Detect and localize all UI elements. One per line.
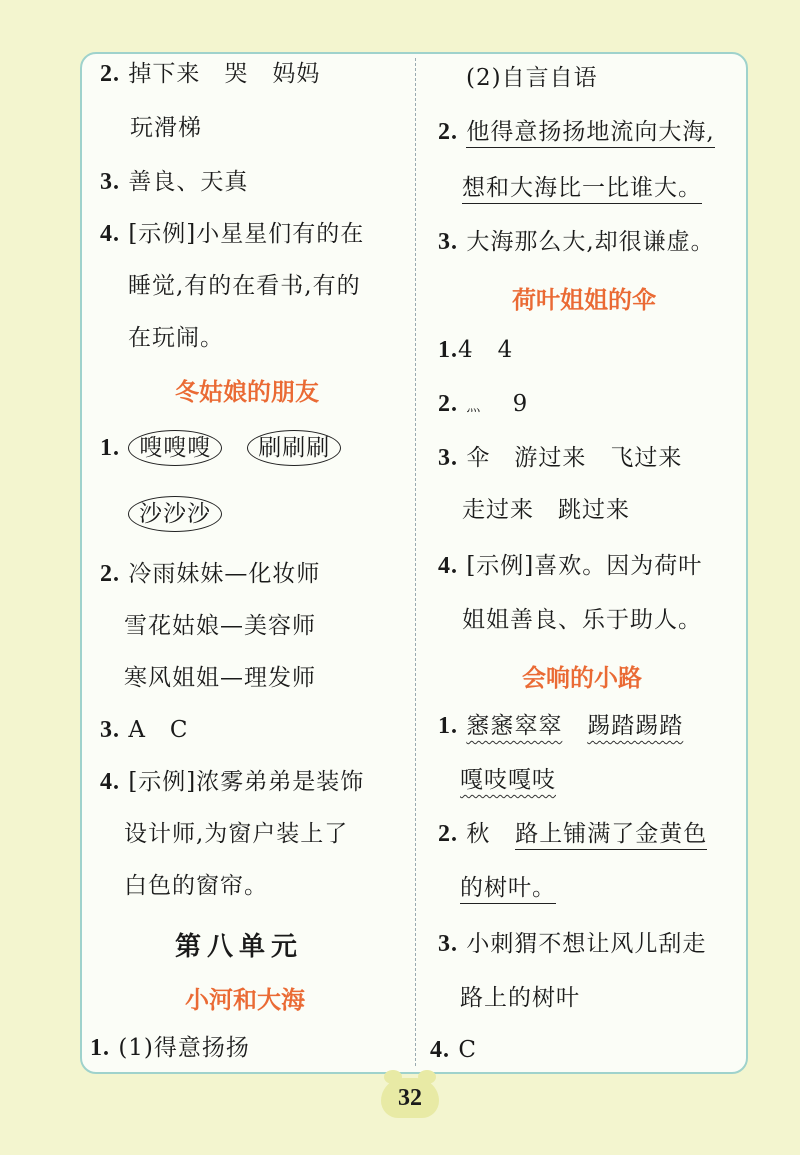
answer-line: 寒风姐姐—理发师 <box>124 665 316 691</box>
answer-line: 4. [示例]浓雾弟弟是装饰 <box>100 769 365 795</box>
answer-line: 2. 他得意扬扬地流向大海, <box>438 116 715 148</box>
answer-line: 1.4 4 <box>438 337 514 363</box>
unit-title: 第八单元 <box>175 932 304 962</box>
answer-line: 雪花姑娘—美容师 <box>124 613 316 639</box>
answer-line: 想和大海比一比谁大。 <box>462 172 702 204</box>
answer-line: 4. [示例]喜欢。因为荷叶 <box>438 553 703 579</box>
section-title: 小河和大海 <box>185 986 305 1014</box>
answer-line: 设计师,为窗户装上了 <box>124 821 349 847</box>
section-title: 会响的小路 <box>522 664 642 692</box>
answer-line: 走过来 跳过来 <box>462 497 630 523</box>
answer-line: 1. 嗖嗖嗖 刷刷刷 <box>100 430 341 466</box>
answer-line: 的树叶。 <box>460 872 556 904</box>
answer-line: 4. [示例]小星星们有的在 <box>100 221 365 247</box>
answer-line <box>128 496 222 532</box>
answer-line: 1. 窸窸窣窣 踢踏踢踏 <box>438 713 684 739</box>
answer-line: 3. 小刺猬不想让风儿刮走 <box>438 931 707 957</box>
answer-line: 2. 灬 9 <box>438 391 529 417</box>
answer-line: 姐姐善良、乐于助人。 <box>462 607 702 633</box>
answer-line: 3. 大海那么大,却很谦虚。 <box>438 229 715 255</box>
answer-line: 3. A C <box>100 717 189 743</box>
answer-line: 白色的窗帘。 <box>124 873 268 899</box>
answer-line: 玩滑梯 <box>130 115 202 141</box>
column-divider <box>415 58 416 1066</box>
answer-line: 在玩闹。 <box>128 325 224 351</box>
answer-line: 3. 伞 游过来 飞过来 <box>438 445 683 471</box>
circled-answer: 嗖嗖嗖 <box>128 430 222 466</box>
answer-line: 2. 掉下来 哭 妈妈 <box>100 61 321 87</box>
answer-line: 3. 善良、天真 <box>100 169 249 195</box>
answer-line: 2. 冷雨妹妹—化妆师 <box>100 561 321 587</box>
answer-line: (2)自言自语 <box>466 65 598 91</box>
answer-line: 路上的树叶 <box>460 985 580 1011</box>
answer-line: 1. (1)得意扬扬 <box>90 1035 250 1061</box>
circled-answer: 沙沙沙 <box>128 496 222 532</box>
answer-line: 嘎吱嘎吱 <box>460 767 556 793</box>
section-title: 冬姑娘的朋友 <box>175 378 319 406</box>
section-title: 荷叶姐姐的伞 <box>512 286 656 314</box>
circled-answer: 刷刷刷 <box>247 430 341 466</box>
answer-line: 睡觉,有的在看书,有的 <box>128 273 361 299</box>
page-number: 32 <box>381 1078 439 1118</box>
answer-line: 4. C <box>430 1037 477 1063</box>
answer-line: 2. 秋 路上铺满了金黄色 <box>438 818 707 850</box>
